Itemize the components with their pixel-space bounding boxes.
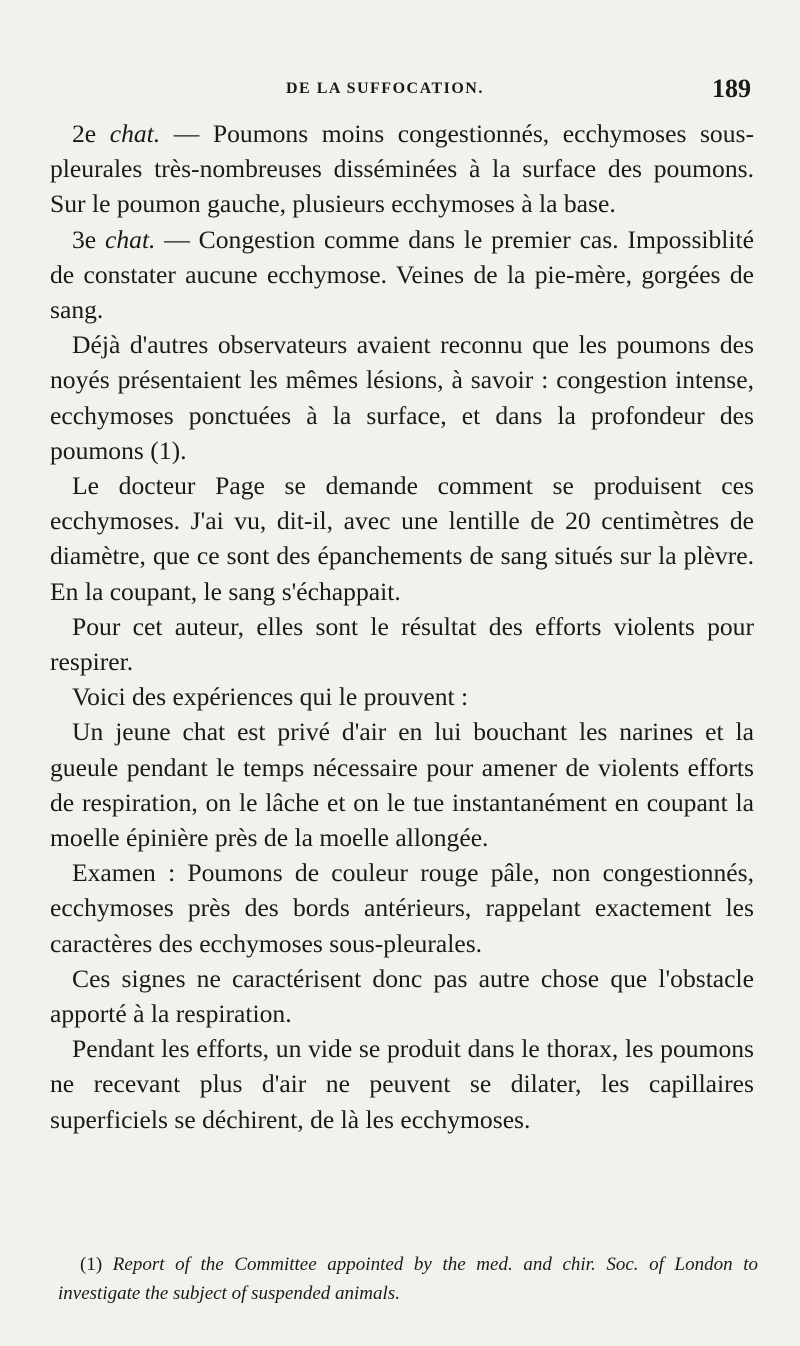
footnote-text: Report of the Committee appointed by the med. and chir. Soc. of London to investigate the subject of suspended animals. [58,1254,758,1304]
para-text: — Poumons moins congestionnés, ecchymoses sous-pleurales très-nombreuses disséminées à la surface des poumons. Sur le poumon gauche, plusieurs ecchymoses à la base. [50,119,754,219]
paragraph [50,116,754,222]
para-text: Examen : Poumons de couleur rouge pâle, non congestionnés, ecchymoses près des bords antérieurs, rappelant exactement les caractères des ecchymoses sous-pleurales. [50,858,754,958]
footnotes [58,1250,758,1308]
paragraph [50,1031,754,1137]
para-lead: 2e [72,119,97,148]
running-title: DE LA SUFFOCATION. [286,80,484,97]
para-lead-italic: chat. [109,119,161,148]
footnote-mark: (1) [80,1254,103,1275]
page-number: 189 [712,74,751,103]
body-text [50,116,754,1137]
paragraph [50,855,754,961]
para-text: Pendant les efforts, un vide se produit dans le thorax, les poumons ne recevant plus d'air ne peuvent se dilater, les capillaires superficiels se déchirent, de là les ecchymoses. [50,1034,754,1134]
para-text: Déjà d'autres observateurs avaient reconnu que les poumons des noyés présentaient les mêmes lésions, à savoir : congestion intense, ecchymoses ponctuées à la surface, et dans la profondeur des poumons (1). [50,330,754,465]
para-text: — Congestion comme dans le premier cas. Impossiblité de constater aucune ecchymose. Veines de la pie-mère, gorgées de sang. [50,224,754,325]
page-header [0,74,800,114]
paragraph [50,222,754,328]
para-lead-italic: chat. [104,224,156,254]
paragraph [50,961,754,1031]
paragraph [50,468,754,609]
para-lead: 3e [72,224,97,254]
para-text: Pour cet auteur, elles sont le résultat des efforts violents pour respirer. [50,611,754,677]
para-text: Ces signes ne caractérisent donc pas autre chose que l'obstacle apporté à la respiration. [50,963,754,1029]
para-text: Un jeune chat est privé d'air en lui bouchant les narines et la gueule pendant le temps nécessaire pour amener de violents efforts de respiration, on le lâche et on le tue instantanément en coupant la moelle épinière près de la moelle allongée. [50,717,754,853]
paragraph [50,714,754,855]
paragraph [50,327,754,468]
para-text: Voici des expériences qui le prouvent : [72,682,469,712]
footnote [58,1250,758,1308]
paragraph [50,609,754,679]
paragraph [50,679,754,714]
para-text: Le docteur Page se demande comment se produisent ces ecchymoses. J'ai vu, dit-il, avec une lentille de 20 centimètres de diamètre, que ce sont des épanchements de sang situés sur la plèvre. En la coupant, le sang s'échappait. [50,471,754,606]
